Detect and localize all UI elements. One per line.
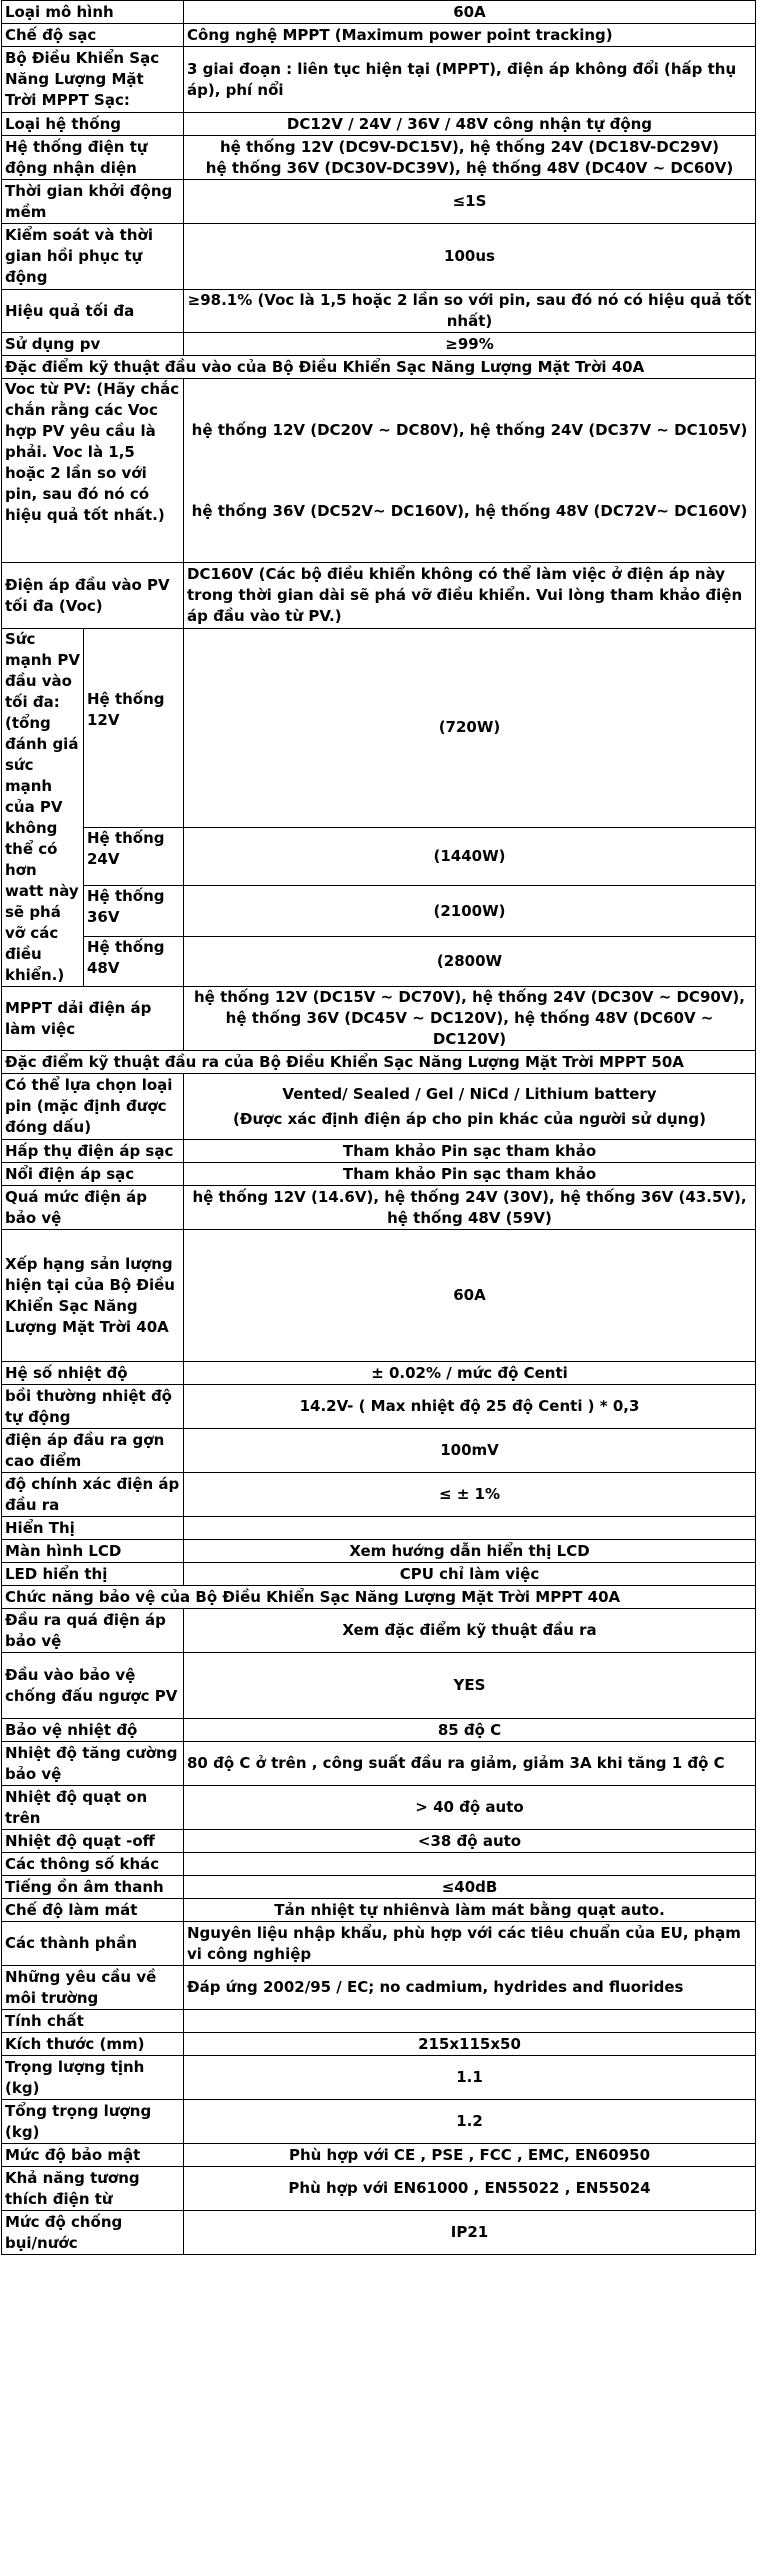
row-value: ≥99%	[184, 333, 756, 356]
table-row	[2, 1922, 756, 1966]
table-row	[2, 1653, 756, 1719]
row-label: Nổi điện áp sạc	[2, 1163, 184, 1186]
row-label: Những yêu cầu về môi trường	[2, 1966, 184, 2010]
row-label: Đầu ra quá điện áp bảo vệ	[2, 1609, 184, 1653]
row-label: Xếp hạng sản lượng hiện tại của Bộ Điều Khiển Sạc Năng Lượng Mặt Trời 40A	[2, 1230, 184, 1362]
row-label: LED hiển thị	[2, 1563, 184, 1586]
value-line: hệ thống 36V (DC52V~ DC160V), hệ thống 48V (DC72V~ DC160V)	[191, 501, 748, 520]
table-row	[2, 2100, 756, 2144]
sub-label-36v: Hệ thống 36V	[84, 886, 184, 936]
row-value	[184, 379, 756, 563]
row-value-12v: (720W)	[184, 629, 756, 828]
row-label: Điện áp đầu vào PV tối đa (Voc)	[2, 563, 184, 629]
spec-table	[1, 0, 756, 2255]
row-value: 215x115x50	[184, 2033, 756, 2056]
table-row	[2, 1609, 756, 1653]
row-value-48v: (2800W	[184, 936, 756, 986]
row-value: 3 giai đoạn : liên tục hiện tại (MPPT), điện áp không đổi (hấp thụ áp), phí nổi	[184, 47, 756, 113]
row-value: IP21	[184, 2211, 756, 2255]
row-value: Tham khảo Pin sạc tham khảo	[184, 1140, 756, 1163]
table-row	[2, 2144, 756, 2167]
row-label: độ chính xác điện áp đầu ra	[2, 1473, 184, 1517]
row-value	[184, 136, 756, 180]
row-value: Tham khảo Pin sạc tham khảo	[184, 1163, 756, 1186]
table-row	[2, 629, 756, 828]
row-label: Kích thước (mm)	[2, 2033, 184, 2056]
table-row	[2, 1163, 756, 1186]
row-label: Loại mô hình	[2, 1, 184, 24]
row-label: Nhiệt độ quạt -off	[2, 1830, 184, 1853]
table-row	[2, 1074, 756, 1140]
row-label: Bảo vệ nhiệt độ	[2, 1719, 184, 1742]
table-row	[2, 1473, 756, 1517]
table-row	[2, 333, 756, 356]
row-value: Phù hợp với CE , PSE , FCC , EMC, EN60950	[184, 2144, 756, 2167]
table-row	[2, 136, 756, 180]
row-value: 1.2	[184, 2100, 756, 2144]
value-line: hệ thống 36V (DC45V ~ DC120V), hệ thống 48V (DC60V ~ DC120V)	[225, 1009, 714, 1048]
row-label: Có thể lựa chọn loại pin (mặc định được đóng dấu)	[2, 1074, 184, 1140]
sub-label-12v: Hệ thống 12V	[84, 629, 184, 828]
section-header-input: Đặc điểm kỹ thuật đầu vào của Bộ Điều Khiển Sạc Năng Lượng Mặt Trời 40A	[2, 356, 756, 379]
row-label: Hiển Thị	[2, 1517, 184, 1540]
row-label: Trọng lượng tịnh (kg)	[2, 2056, 184, 2100]
row-value: Tản nhiệt tự nhiênvà làm mát bằng quạt auto.	[184, 1899, 756, 1922]
table-row	[2, 1742, 756, 1786]
table-row	[2, 2010, 756, 2033]
row-label: bồi thường nhiệt độ tự động	[2, 1385, 184, 1429]
table-row	[2, 1186, 756, 1230]
row-label: Thời gian khởi động mềm	[2, 180, 184, 224]
table-row	[2, 1786, 756, 1830]
table-row	[2, 1876, 756, 1899]
table-row	[2, 379, 756, 563]
table-row	[2, 1966, 756, 2010]
row-label: Các thành phần	[2, 1922, 184, 1966]
row-value: ≤40dB	[184, 1876, 756, 1899]
row-label: Khả năng tương thích điện từ	[2, 2167, 184, 2211]
value-line: hệ thống 12V (DC20V ~ DC80V), hệ thống 24V (DC37V ~ DC105V)	[191, 420, 748, 439]
row-value: 85 độ C	[184, 1719, 756, 1742]
row-label: Kiểm soát và thời gian hồi phục tự động	[2, 224, 184, 290]
table-row	[2, 2211, 756, 2255]
table-row	[2, 936, 756, 986]
row-value: Đáp ứng 2002/95 / EC; no cadmium, hydrides and fluorides	[184, 1966, 756, 2010]
row-value-36v: (2100W)	[184, 886, 756, 936]
row-value: <38 độ auto	[184, 1830, 756, 1853]
row-value: DC12V / 24V / 36V / 48V công nhận tự động	[184, 113, 756, 136]
row-label: Các thông số khác	[2, 1853, 184, 1876]
row-value: ± 0.02% / mức độ Centi	[184, 1362, 756, 1385]
table-row	[2, 1, 756, 24]
row-label: Voc từ PV: (Hãy chắc chắn rằng các Voc hợp PV yêu cầu là phải. Voc là 1,5 hoặc 2 lần so với pin, sau đó nó có hiệu quả tốt nhất.)	[2, 379, 184, 563]
row-label: Chế độ làm mát	[2, 1899, 184, 1922]
row-value: hệ thống 12V (14.6V), hệ thống 24V (30V), hệ thống 36V (43.5V), hệ thống 48V (59V)	[184, 1186, 756, 1230]
value-line: hệ thống 12V (DC9V-DC15V), hệ thống 24V (DC18V-DC29V)	[219, 137, 720, 156]
row-value: 80 độ C ở trên , công suất đầu ra giảm, giảm 3A khi tăng 1 độ C	[184, 1742, 756, 1786]
value-line: hệ thống 36V (DC30V-DC39V), hệ thống 48V (DC40V ~ DC60V)	[205, 158, 734, 177]
table-row	[2, 1719, 756, 1742]
row-label: Sức mạnh PV đầu vào tối đa: (tổng đánh giá sức mạnh của PV không thể có hơn watt này sẽ phá vỡ các điều khiển.)	[2, 629, 84, 987]
table-row	[2, 24, 756, 47]
row-label: Loại hệ thống	[2, 113, 184, 136]
table-row	[2, 1540, 756, 1563]
row-label: Mức độ bảo mật	[2, 2144, 184, 2167]
row-value: 14.2V- ( Max nhiệt độ 25 độ Centi ) * 0,3	[184, 1385, 756, 1429]
row-label: Hiệu quả tối đa	[2, 290, 184, 333]
value-line: hệ thống 12V (DC15V ~ DC70V), hệ thống 24V (DC30V ~ DC90V),	[194, 988, 745, 1006]
row-value: 60A	[184, 1230, 756, 1362]
row-label: MPPT dải điện áp làm việc	[2, 987, 184, 1051]
row-label: Nhiệt độ quạt on trên	[2, 1786, 184, 1830]
row-label: Tiếng ồn âm thanh	[2, 1876, 184, 1899]
table-row	[2, 2033, 756, 2056]
row-label: Bộ Điều Khiển Sạc Năng Lượng Mặt Trời MPPT Sạc:	[2, 47, 184, 113]
table-row	[2, 1517, 756, 1540]
row-value: Phù hợp với EN61000 , EN55022 , EN55024	[184, 2167, 756, 2211]
row-value: YES	[184, 1653, 756, 1719]
row-label: Nhiệt độ tăng cường bảo vệ	[2, 1742, 184, 1786]
table-row	[2, 2167, 756, 2211]
row-label: Hệ thống điện tự động nhận diện	[2, 136, 184, 180]
row-label: Tổng trọng lượng (kg)	[2, 2100, 184, 2144]
row-value: 60A	[184, 1, 756, 24]
row-value: CPU chỉ làm việc	[184, 1563, 756, 1586]
row-label: điện áp đầu ra gợn cao điểm	[2, 1429, 184, 1473]
row-value: ≥98.1% (Voc là 1,5 hoặc 2 lần so với pin, sau đó nó có hiệu quả tốt nhất)	[184, 290, 756, 333]
row-value: Xem hướng dẫn hiển thị LCD	[184, 1540, 756, 1563]
section-header-output: Đặc điểm kỹ thuật đầu ra của Bộ Điều Khiển Sạc Năng Lượng Mặt Trời MPPT 50A	[2, 1051, 756, 1074]
section-header-row	[2, 356, 756, 379]
row-value: Công nghệ MPPT (Maximum power point tracking)	[184, 24, 756, 47]
table-row	[2, 1362, 756, 1385]
table-row	[2, 290, 756, 333]
table-row	[2, 113, 756, 136]
row-value: > 40 độ auto	[184, 1786, 756, 1830]
section-header-row	[2, 1586, 756, 1609]
table-row	[2, 1563, 756, 1586]
row-label: Quá mức điện áp bảo vệ	[2, 1186, 184, 1230]
row-label: Tính chất	[2, 2010, 184, 2033]
row-label: Hệ số nhiệt độ	[2, 1362, 184, 1385]
section-header-row	[2, 1051, 756, 1074]
row-value: 1.1	[184, 2056, 756, 2100]
row-label: Sử dụng pv	[2, 333, 184, 356]
table-row	[2, 1830, 756, 1853]
row-value: DC160V (Các bộ điều khiển không có thể làm việc ở điện áp này trong thời gian dài sẽ phá vỡ điều khiển. Vui lòng tham khảo điện áp đầu vào từ PV.)	[184, 563, 756, 629]
row-value	[184, 987, 756, 1051]
row-value: ≤1S	[184, 180, 756, 224]
table-row	[2, 827, 756, 885]
row-value: 100us	[184, 224, 756, 290]
table-row	[2, 1385, 756, 1429]
row-label: Đầu vào bảo vệ chống đấu ngược PV	[2, 1653, 184, 1719]
table-row	[2, 224, 756, 290]
row-value: ≤ ± 1%	[184, 1473, 756, 1517]
row-value: Xem đặc điểm kỹ thuật đầu ra	[184, 1609, 756, 1653]
table-row	[2, 47, 756, 113]
row-label: Hấp thụ điện áp sạc	[2, 1140, 184, 1163]
table-row	[2, 180, 756, 224]
value-line: Vented/ Sealed / Gel / NiCd / Lithium battery	[282, 1084, 657, 1103]
table-row	[2, 1140, 756, 1163]
row-value: Nguyên liệu nhập khẩu, phù hợp với các tiêu chuẩn của EU, phạm vi công nghiệp	[184, 1922, 756, 1966]
row-label: Chế độ sạc	[2, 24, 184, 47]
sub-label-24v: Hệ thống 24V	[84, 827, 184, 885]
row-label: Mức độ chống bụi/nước	[2, 2211, 184, 2255]
value-line: (Được xác định điện áp cho pin khác của người sử dụng)	[233, 1109, 706, 1128]
sub-label-48v: Hệ thống 48V	[84, 936, 184, 986]
table-row	[2, 886, 756, 936]
table-row	[2, 1853, 756, 1876]
table-row	[2, 1429, 756, 1473]
table-row	[2, 1230, 756, 1362]
table-row	[2, 987, 756, 1051]
section-header-protection: Chức năng bảo vệ của Bộ Điều Khiển Sạc Năng Lượng Mặt Trời MPPT 40A	[2, 1586, 756, 1609]
row-value	[184, 1074, 756, 1140]
row-value-24v: (1440W)	[184, 827, 756, 885]
row-value: 100mV	[184, 1429, 756, 1473]
table-row	[2, 563, 756, 629]
row-label: Màn hình LCD	[2, 1540, 184, 1563]
table-row	[2, 1899, 756, 1922]
table-row	[2, 2056, 756, 2100]
